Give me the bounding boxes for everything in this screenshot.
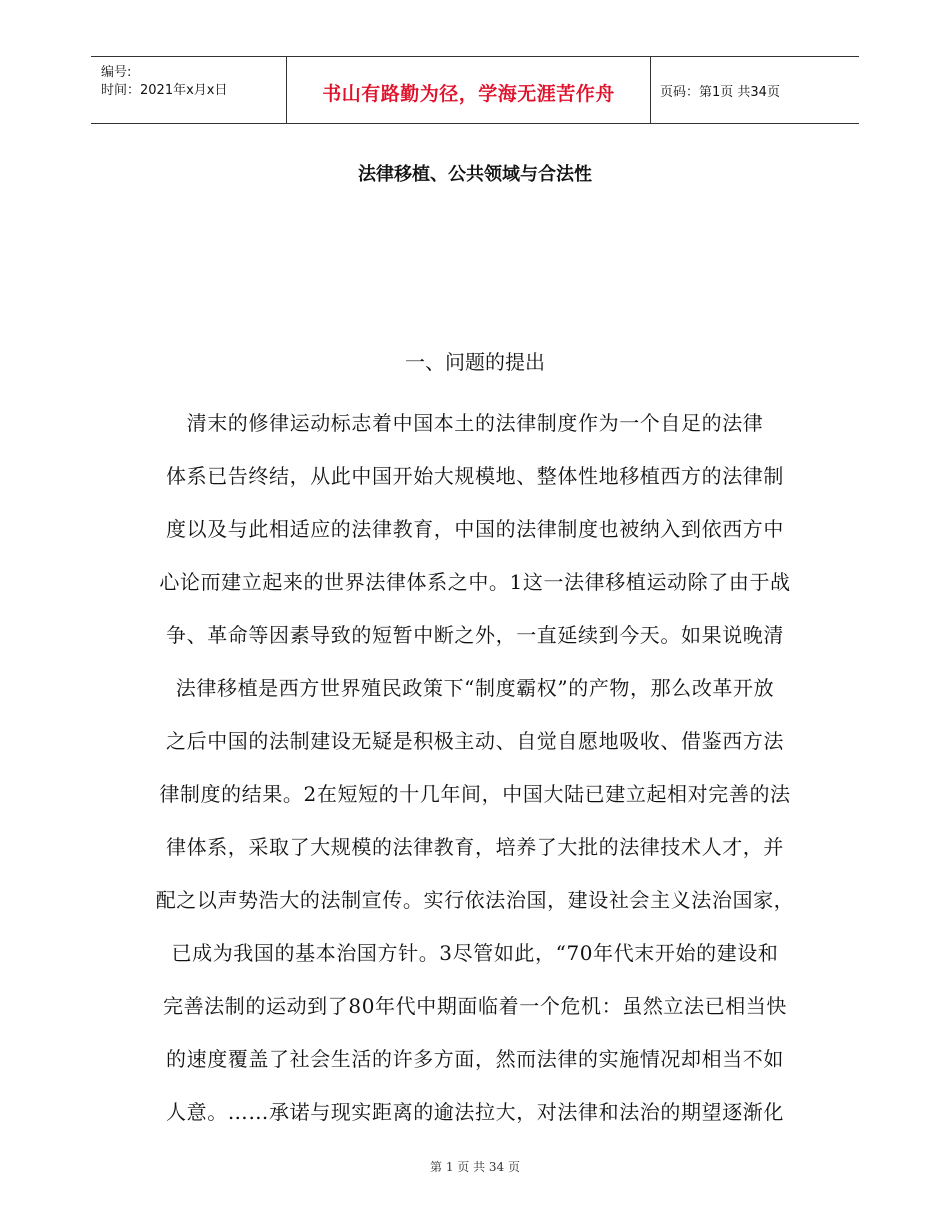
body-line: 已成为我国的基本治国方针。3尽管如此，“70年代末开始的建设和 xyxy=(171,941,779,965)
document-number-label: 编号: xyxy=(101,65,132,80)
body-line: 争、革命等因素导致的短暂中断之外，一直延续到今天。如果说晚清 xyxy=(166,623,784,647)
body-line: 完善法制的运动到了80年代中期面临着一个危机：虽然立法已相当快 xyxy=(162,994,788,1018)
header-page-info: 页码：第1页 共34页 xyxy=(660,85,780,100)
body-line: 的速度覆盖了社会生活的许多方面，然而法律的实施情况却相当不如 xyxy=(166,1047,784,1071)
body-line: 律体系，采取了大规模的法律教育，培养了大批的法律技术人才，并 xyxy=(166,835,784,859)
section-heading-text: 一、问题的提出 xyxy=(405,350,545,374)
body-line: 配之以声势浩大的法制宣传。实行依法治国，建设社会主义法治国家， xyxy=(155,888,795,912)
header-meta-cell xyxy=(91,57,286,123)
body-line: 人意。……承诺与现实距离的逾法拉大，对法律和法治的期望逐渐化 xyxy=(166,1100,784,1124)
header-page-cell xyxy=(650,57,859,123)
document-title: 法律移植、公共领域与合法性 xyxy=(358,164,592,185)
document-header xyxy=(91,56,859,124)
header-motto: 书山有路勤为径，学海无涯苦作舟 xyxy=(322,83,615,105)
section-heading xyxy=(0,346,950,375)
body-line: 体系已告终结，从此中国开始大规模地、整体性地移植西方的法律制 xyxy=(166,464,784,488)
body-line: 之后中国的法制建设无疑是积极主动、自觉自愿地吸收、借鉴西方法 xyxy=(166,729,784,753)
page-footer: 第 1 页 共 34 页 xyxy=(430,1160,520,1174)
body-line: 清末的修律运动标志着中国本土的法律制度作为一个自足的法律 xyxy=(186,411,764,435)
document-time-label: 时间：2021年x月x日 xyxy=(101,83,228,98)
body-line: 度以及与此相适应的法律教育，中国的法律制度也被纳入到依西方中 xyxy=(166,517,784,541)
header-motto-cell xyxy=(286,57,651,123)
body-line: 律制度的结果。2在短短的十几年间，中国大陆已建立起相对完善的法 xyxy=(159,782,791,806)
body-line: 法律移植是西方世界殖民政策下“制度霸权”的产物，那么改革开放 xyxy=(175,676,775,700)
body-line: 心论而建立起来的世界法律体系之中。1这一法律移植运动除了由于战 xyxy=(159,570,791,594)
